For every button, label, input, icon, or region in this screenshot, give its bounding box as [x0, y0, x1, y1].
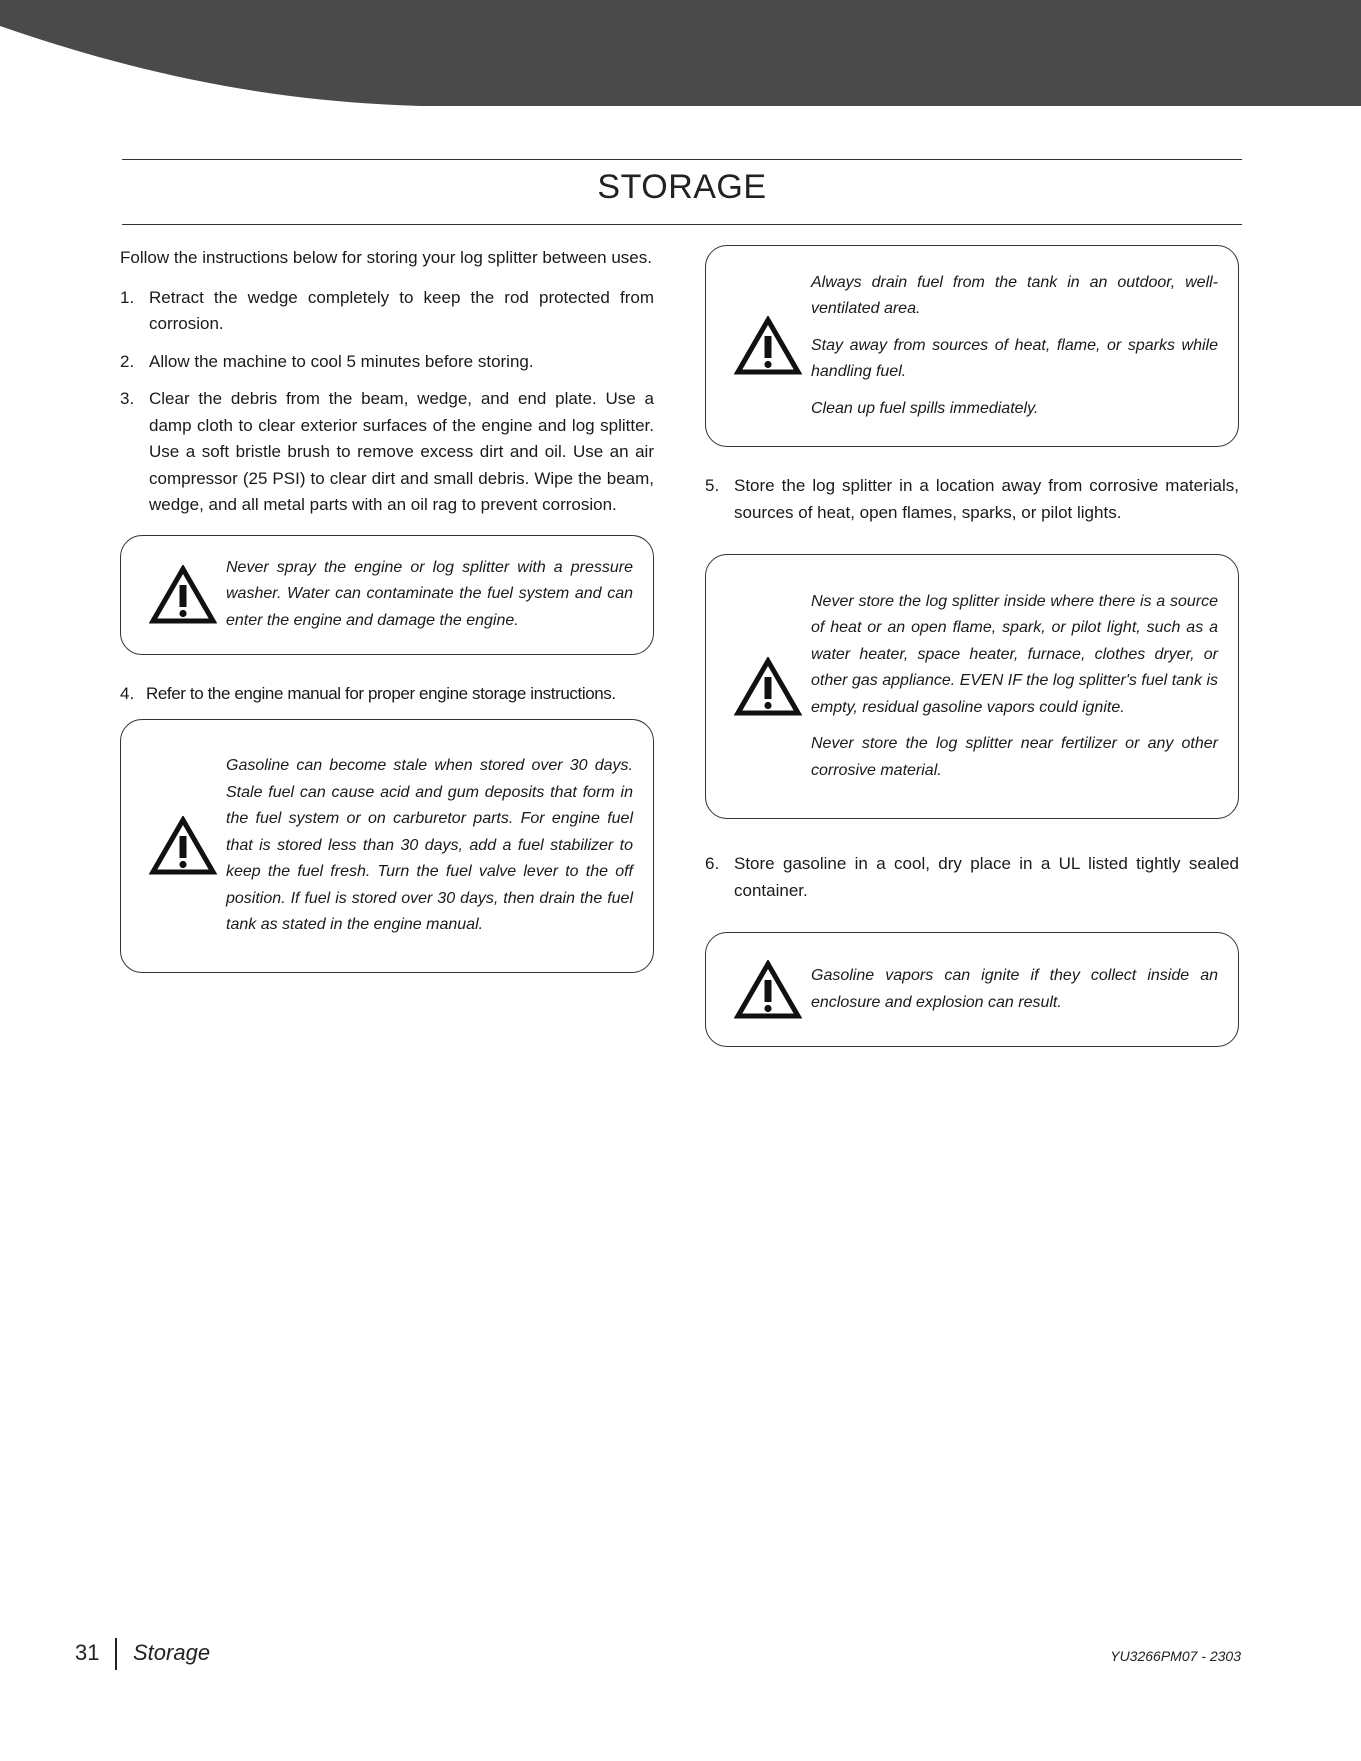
title-rule-top [122, 159, 1242, 160]
intro-text: Follow the instructions below for storing your log splitter between uses. [120, 248, 652, 267]
step-number: 6. [705, 854, 720, 873]
page-title: STORAGE [597, 168, 767, 206]
warning-triangle-icon [734, 657, 802, 717]
step-text: Allow the machine to cool 5 minutes before storing. [149, 351, 534, 371]
step-5 [705, 473, 1239, 526]
step-2 [120, 349, 654, 376]
right-column [705, 245, 1239, 1047]
step-text: Refer to the engine manual for proper engine storage instructions. [146, 683, 616, 703]
step-number: 3. [120, 389, 135, 408]
step-text: Store the log splitter in a location away from corrosive materials, sources of heat, open flames, sparks, or pilot lights. [734, 476, 1239, 522]
step-number: 5. [705, 476, 720, 495]
step-number: 2. [120, 351, 135, 371]
warning-text: Never store the log splitter near fertilizer or any other corrosive material. [811, 735, 1218, 779]
warning-text: Never store the log splitter inside where there is a source of heat or an open flame, spark, or pilot light, such as a water heater, space heater, furnace, clothes dryer, or other gas appliance. EVEN IF the log splitter's fuel tank is empty, residual gasoline vapors could ignite. [811, 592, 1218, 716]
footer-section-name: Storage [133, 1640, 211, 1665]
step-text: Retract the wedge completely to keep the rod protected from corrosion. [149, 287, 654, 333]
step-6 [705, 851, 1239, 904]
warning-box-drain-fuel [705, 245, 1239, 447]
warning-text: Always drain fuel from the tank in an outdoor, well-ventilated area. [811, 273, 1218, 318]
page-number: 31 [75, 1640, 100, 1665]
title-rule-bottom [122, 224, 1242, 225]
warning-triangle-icon [149, 816, 217, 876]
left-column [120, 245, 654, 973]
warning-text: Clean up fuel spills immediately. [811, 399, 1039, 417]
step-number: 4. [120, 683, 135, 703]
step-text: Clear the debris from the beam, wedge, and end plate. Use a damp cloth to clear exterior surfaces of the engine and log splitter. Use a soft bristle brush to remove excess dirt and oil. Use an air compressor (25 PSI) to clear dirt and small debris. Wipe the beam, wedge, and all metal parts with an oil rag to prevent corrosion. [149, 389, 654, 514]
warning-box-stale-gasoline [120, 719, 654, 973]
document-code: YU3266PM07 - 2303 [1110, 1648, 1241, 1664]
warning-text: Never spray the engine or log splitter with a pressure washer. Water can contaminate the fuel system and can enter the engine and damage the engine. [226, 558, 633, 629]
footer-divider [115, 1638, 117, 1670]
warning-triangle-icon [734, 316, 802, 376]
warning-box-pressure-washer [120, 535, 654, 655]
warning-text: Stay away from sources of heat, flame, or sparks while handling fuel. [811, 336, 1218, 381]
warning-text: Gasoline can become stale when stored over 30 days. Stale fuel can cause acid and gum deposits that form in the fuel system or on carburetor parts. For engine fuel that is stored less than 30 days, add a fuel stabilizer to keep the fuel fresh. Turn the fuel valve lever to the off position. If fuel is stored over 30 days, then drain the fuel tank as stated in the engine manual. [226, 757, 633, 934]
header-band [0, 0, 1361, 108]
warning-text: Gasoline vapors can ignite if they collect inside an enclosure and explosion can result. [811, 967, 1218, 1011]
step-text: Store gasoline in a cool, dry place in a UL listed tightly sealed container. [734, 854, 1239, 900]
step-number: 1. [120, 287, 135, 307]
warning-box-gasoline-vapors [705, 932, 1239, 1047]
step-4 [120, 681, 654, 708]
warning-triangle-icon [149, 565, 217, 625]
step-3 [120, 386, 654, 519]
warning-triangle-icon [734, 960, 802, 1020]
warning-box-indoor-storage [705, 554, 1239, 819]
step-1 [120, 285, 654, 338]
